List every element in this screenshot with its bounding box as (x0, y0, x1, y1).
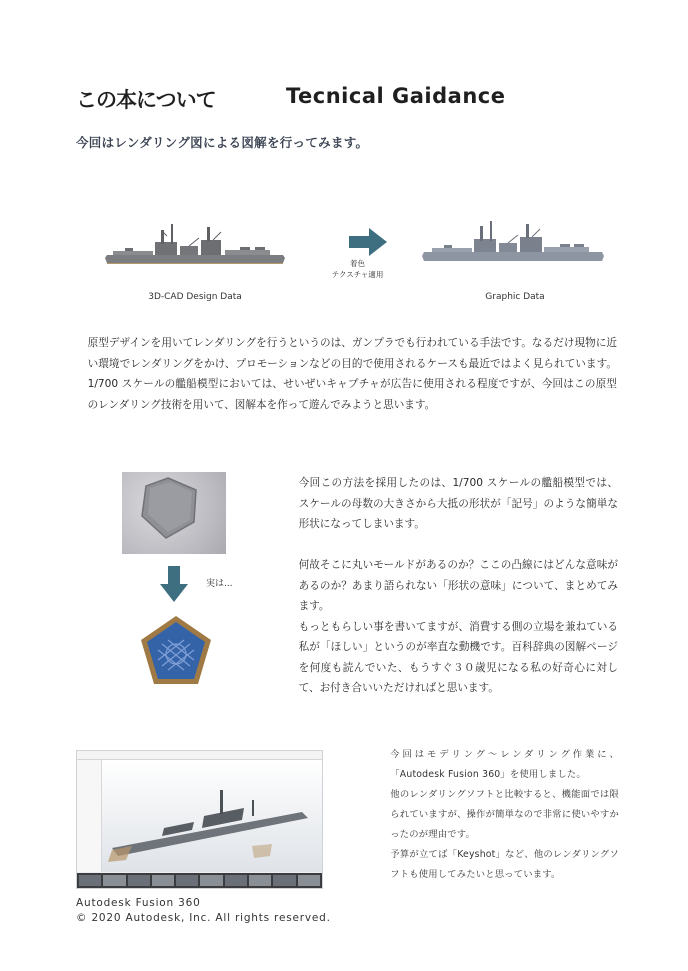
browser-panel (77, 760, 102, 872)
subtitle: 今回はレンダリング図による図解を行ってみます。 (76, 135, 369, 150)
middle-text-p1: 今回この方法を採用したのは、1/700 スケールの艦船模型では、スケールの母数の大きさから大抵の形状が「記号」のような簡単な形状になってしまいます。 (298, 477, 618, 530)
cad-caption: 3D-CAD Design Data (148, 292, 242, 302)
intro-text: 原型デザインを用いてレンダリングを行うというのは、ガンプラでも行われている手法です。なるだけ現物に近い環境でレンダリングをかけ、プロモーションなどの目的で使用されるケースも最近ではよく見られています。1/700 スケールの艦船模型においては、せいぜいキャプチャが広告に使用される程度ですが、今回はこの原型のレンダリング技術を用いて、図解本を作って遊んでみようと思います。 (87, 337, 617, 411)
credits-line1: Autodesk Fusion 360 (76, 897, 201, 909)
bottom-text-p2: 他のレンダリングソフトと比較すると、機能面では限られていますが、操作が簡単なので非常に使いやすかったのが理由です。 (390, 789, 619, 840)
middle-text-p2: 何故そこに丸いモールドがあるのか？ここの凸線にはどんな意味があるのか？あまり語られない「形状の意味」について、まとめてみます。 (298, 559, 618, 612)
viewport (102, 760, 322, 872)
arrow-caption-line1: 着色 (350, 259, 365, 268)
arrow-down-icon (158, 564, 190, 604)
timeline-bar (77, 873, 322, 888)
pentagon-mold-shape (122, 472, 226, 554)
graphic-caption: Graphic Data (485, 292, 545, 302)
credits (76, 896, 331, 926)
viewport-ship-model (102, 760, 322, 872)
page-title-en: Tecnical Gaidance (286, 84, 506, 108)
intro-paragraph (77, 333, 617, 415)
emblem-image (138, 614, 214, 688)
arrow-caption (320, 258, 395, 280)
page-title-jp: この本について (76, 88, 216, 112)
bottom-text-p3: 予算が立てば「Keyshot」など、他のレンダリングソフトも使用してみたいと思っています。 (390, 849, 619, 880)
arrow-right-icon (347, 226, 389, 258)
bottom-text-block (381, 745, 619, 885)
fusion360-screenshot (76, 750, 323, 889)
arrow-caption-line2: テクスチャ適用 (331, 270, 384, 279)
middle-text-p3: もっともらしい事を書いてますが、消費する側の立場を兼ねている私が「ほしい」というのが率直な動機です。百科辞典の図解ページを何度も読んでいた、もうすぐ３０歳児になる私の好奇心に対して、お付き合いいただければと思います。 (298, 620, 618, 694)
bottom-text-p1: 今回はモデリング～レンダリング作業に、「Autodesk Fusion 360」を使用しました。 (390, 749, 619, 780)
credits-line2: © 2020 Autodesk, Inc. All rights reserved. (76, 912, 331, 924)
middle-text-spacer (288, 535, 618, 556)
gray-mold-image (122, 472, 226, 554)
app-toolbar (77, 751, 322, 760)
cad-ship-image (105, 222, 285, 272)
middle-text-block (288, 473, 618, 699)
jitsuwa-caption: 実は... (206, 579, 233, 589)
rendered-ship-image (422, 220, 604, 268)
